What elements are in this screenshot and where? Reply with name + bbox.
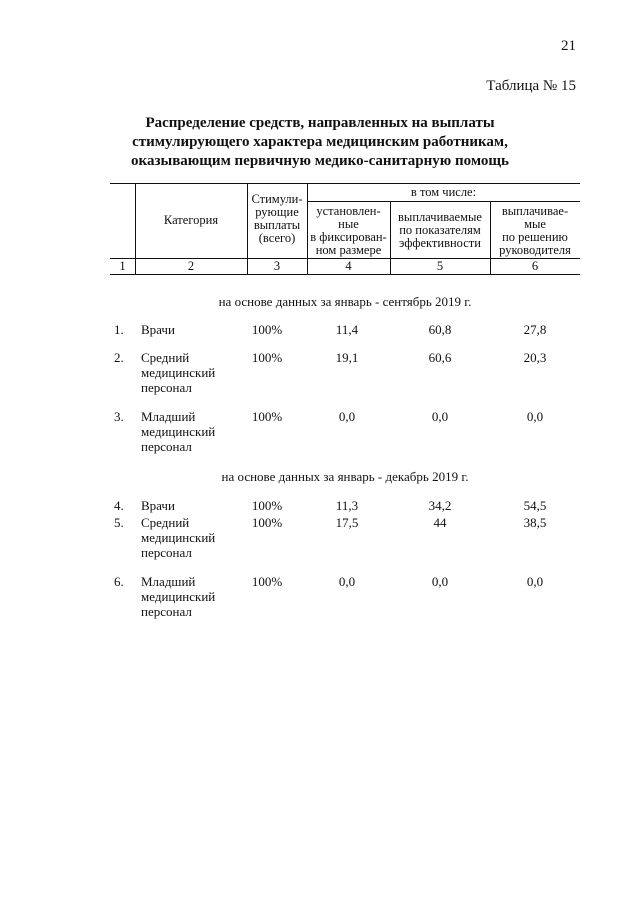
table-row — [110, 574, 580, 630]
cell-fixed: 19,1 — [335, 350, 359, 365]
row-number: 1. — [114, 322, 124, 337]
document-title — [0, 114, 640, 171]
header-fixed: установлен- ные в фиксирован- ном размере — [310, 204, 387, 257]
column-number: 6 — [531, 259, 539, 273]
cell-efficiency: 34,2 — [428, 498, 452, 513]
header-manager: выплачивае- мые по решению руководителя — [499, 204, 571, 257]
including-rule — [307, 201, 580, 202]
table-label: Таблица № 15 — [486, 78, 576, 94]
page-number: 21 — [561, 38, 576, 54]
cell-fixed: 0,0 — [338, 409, 356, 424]
table-row — [110, 409, 580, 465]
title-line: стимулирующего характера медицинским работникам, — [132, 134, 508, 150]
column-number: 5 — [436, 259, 444, 273]
cell-efficiency: 0,0 — [431, 574, 449, 589]
cell-efficiency: 60,8 — [428, 322, 452, 337]
row-number: 2. — [114, 350, 124, 365]
row-category: Средний медицинский персонал — [141, 350, 216, 395]
cell-fixed: 0,0 — [338, 574, 356, 589]
row-number: 4. — [114, 498, 124, 513]
column-number: 2 — [187, 259, 195, 273]
cell-manager: 38,5 — [523, 515, 547, 530]
cell-manager: 0,0 — [526, 409, 544, 424]
cell-total: 100% — [251, 322, 283, 337]
table-row — [110, 350, 580, 406]
header-top-rule — [110, 183, 580, 184]
table-row — [110, 515, 580, 571]
cell-total: 100% — [251, 498, 283, 513]
cell-fixed: 17,5 — [335, 515, 359, 530]
cell-total: 100% — [251, 515, 283, 530]
cell-manager: 54,5 — [523, 498, 547, 513]
cell-total: 100% — [251, 574, 283, 589]
cell-manager: 27,8 — [523, 322, 547, 337]
table-header — [110, 183, 580, 275]
section-title: на основе данных за январь - сентябрь 2019 г. — [218, 294, 472, 309]
title-line: Распределение средств, направленных на выплаты — [145, 115, 495, 131]
header-category: Категория — [163, 213, 219, 227]
row-number: 5. — [114, 515, 124, 530]
cell-manager: 20,3 — [523, 350, 547, 365]
cell-efficiency: 44 — [433, 515, 447, 530]
header-efficiency: выплачиваемые по показателям эффективности — [398, 210, 482, 250]
column-number: 4 — [345, 259, 352, 273]
header-including: в том числе: — [410, 185, 477, 199]
cell-efficiency: 60,6 — [428, 350, 452, 365]
row-number: 3. — [114, 409, 124, 424]
cell-total: 100% — [251, 350, 283, 365]
column-number: 3 — [273, 259, 281, 273]
cell-fixed: 11,4 — [335, 322, 359, 337]
row-number: 6. — [114, 574, 124, 589]
row-category: Врачи — [141, 498, 175, 513]
row-category: Средний медицинский персонал — [141, 515, 216, 560]
cell-fixed: 11,3 — [335, 498, 359, 513]
cell-manager: 0,0 — [526, 574, 544, 589]
row-category: Врачи — [141, 322, 175, 337]
row-category: Младший медицинский персонал — [141, 409, 216, 454]
row-category: Младший медицинский персонал — [141, 574, 216, 619]
header-stimulating: Стимули- рующие выплаты (всего) — [251, 192, 303, 245]
column-number: 1 — [119, 259, 126, 273]
cell-efficiency: 0,0 — [431, 409, 449, 424]
header-bottom-rule — [110, 274, 580, 275]
cell-total: 100% — [251, 409, 283, 424]
section-title: на основе данных за январь - декабрь 2019 г. — [221, 469, 469, 484]
title-line: оказывающим первичную медико-санитарную помощь — [131, 153, 509, 169]
